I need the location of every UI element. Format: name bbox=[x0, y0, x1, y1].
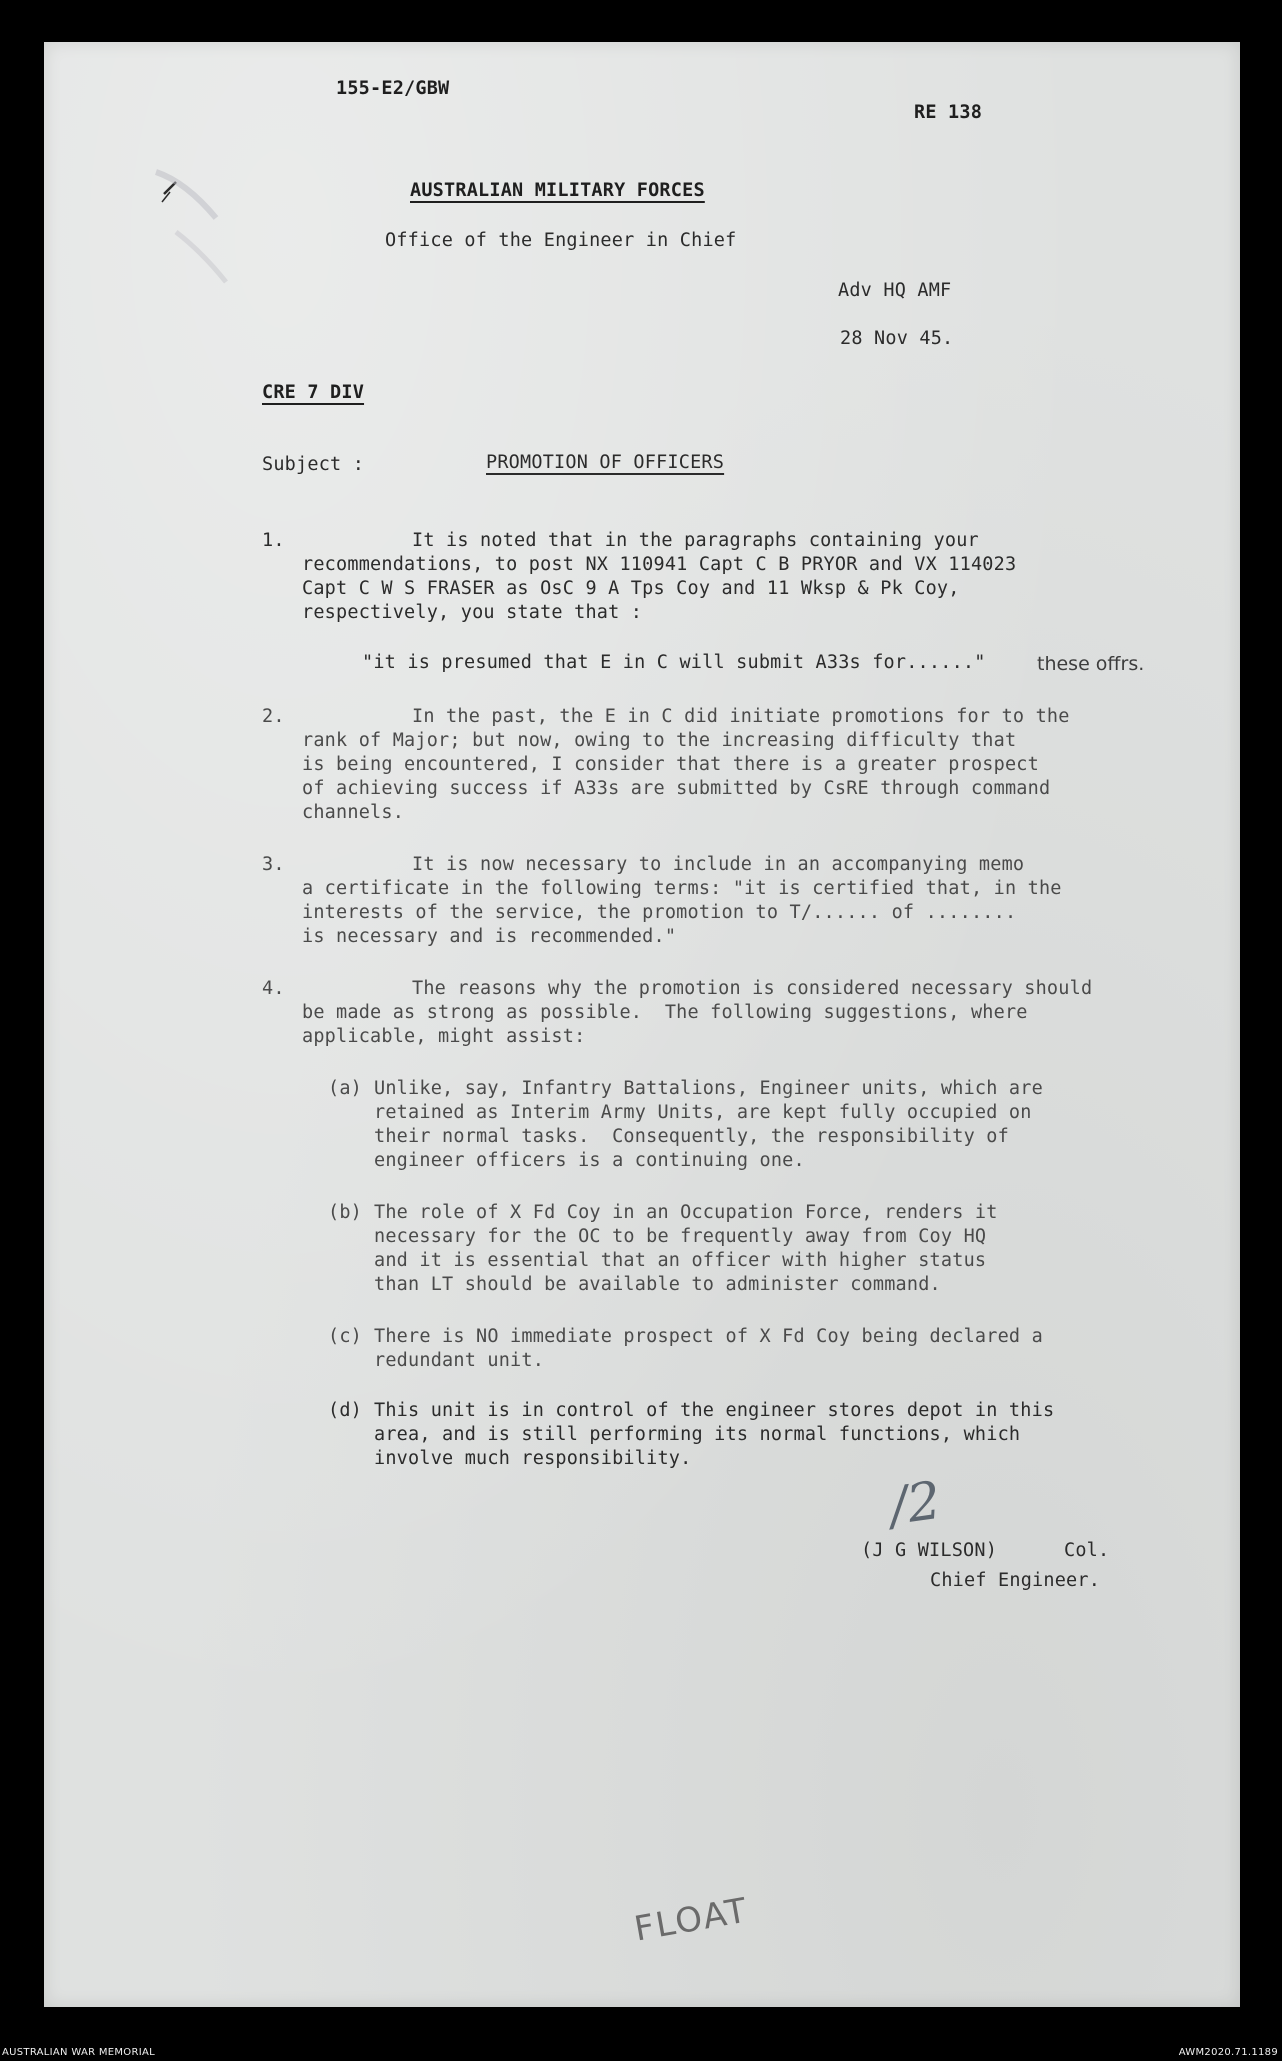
subject-title: PROMOTION OF OFFICERS bbox=[486, 452, 725, 473]
paragraph-1-line: respectively, you state that : bbox=[302, 602, 643, 623]
paragraph-4-number: 4. bbox=[262, 978, 285, 999]
item-a-line: retained as Interim Army Units, are kept fully occupied on bbox=[374, 1102, 1032, 1123]
signatory-title: Chief Engineer. bbox=[930, 1570, 1101, 1591]
paragraph-4-line: The reasons why the promotion is considered necessary should bbox=[412, 978, 1093, 999]
item-c-line: redundant unit. bbox=[374, 1350, 545, 1371]
paragraph-1-number: 1. bbox=[262, 530, 285, 551]
paragraph-2-line: channels. bbox=[302, 802, 405, 823]
item-b-line: and it is essential that an officer with higher status bbox=[374, 1250, 987, 1271]
item-b-line: The role of X Fd Coy in an Occupation Force, renders it bbox=[374, 1202, 998, 1223]
item-d-line: This unit is in control of the engineer stores depot in this bbox=[374, 1400, 1055, 1421]
file-reference: 155-E2/GBW bbox=[336, 78, 450, 99]
addressee: CRE 7 DIV bbox=[262, 382, 365, 403]
re-reference: RE 138 bbox=[914, 102, 983, 123]
item-d-line: area, and is still performing its normal functions, which bbox=[374, 1424, 1021, 1445]
footer-left-credit: AUSTRALIAN WAR MEMORIAL bbox=[2, 2047, 155, 2058]
paragraph-1-quote: "it is presumed that E in C will submit A33s for......" bbox=[362, 652, 986, 673]
item-a-line: Unlike, say, Infantry Battalions, Engineer units, which are bbox=[374, 1078, 1043, 1099]
organisation-heading: AUSTRALIAN MILITARY FORCES bbox=[410, 180, 705, 201]
paragraph-1-line: It is noted that in the paragraphs containing your bbox=[412, 530, 979, 551]
footer-right-id: AWM2020.71.1189 bbox=[1178, 2047, 1278, 2058]
paragraph-3-line: interests of the service, the promotion to T/...... of ........ bbox=[302, 902, 1017, 923]
subject-label: Subject : bbox=[262, 454, 365, 475]
paragraph-2-line: In the past, the E in C did initiate promotions for to the bbox=[412, 706, 1070, 727]
pencil-marks bbox=[136, 122, 246, 302]
paragraph-4-line: be made as strong as possible. The following suggestions, where bbox=[302, 1002, 1028, 1023]
location-line: Adv HQ AMF bbox=[838, 280, 952, 301]
paragraph-2-number: 2. bbox=[262, 706, 285, 727]
item-b-line: necessary for the OC to be frequently away from Coy HQ bbox=[374, 1226, 987, 1247]
handwritten-initials: /2 bbox=[886, 1470, 945, 1538]
item-d-label: (d) bbox=[328, 1400, 363, 1421]
paragraph-2-line: is being encountered, I consider that there is a greater prospect bbox=[302, 754, 1039, 775]
item-c-line: There is NO immediate prospect of X Fd Coy being declared a bbox=[374, 1326, 1043, 1347]
item-a-line: their normal tasks. Consequently, the responsibility of bbox=[374, 1126, 1009, 1147]
item-b-line: than LT should be available to administer command. bbox=[374, 1274, 941, 1295]
handwritten-float-note: FLOAT bbox=[631, 1890, 752, 1950]
paragraph-1-line: Capt C W S FRASER as OsC 9 A Tps Coy and 11 Wksp & Pk Coy, bbox=[302, 578, 960, 599]
signatory-name: (J G WILSON) bbox=[861, 1540, 998, 1561]
signatory-rank: Col. bbox=[1064, 1540, 1110, 1561]
item-d-line: involve much responsibility. bbox=[374, 1448, 692, 1469]
document-page bbox=[44, 42, 1240, 2007]
item-b-label: (b) bbox=[328, 1202, 363, 1223]
paragraph-2-line: rank of Major; but now, owing to the increasing difficulty that bbox=[302, 730, 1017, 751]
paragraph-3-line: is necessary and is recommended." bbox=[302, 926, 677, 947]
office-line: Office of the Engineer in Chief bbox=[385, 230, 737, 251]
item-a-line: engineer officers is a continuing one. bbox=[374, 1150, 805, 1171]
paragraph-3-line: a certificate in the following terms: "it is certified that, in the bbox=[302, 878, 1062, 899]
item-a-label: (a) bbox=[328, 1078, 363, 1099]
paragraph-4-line: applicable, might assist: bbox=[302, 1026, 586, 1047]
item-c-label: (c) bbox=[328, 1326, 363, 1347]
handwritten-these-offrs: these offrs. bbox=[1037, 653, 1145, 675]
paragraph-3-line: It is now necessary to include in an accompanying memo bbox=[412, 854, 1025, 875]
paragraph-1-line: recommendations, to post NX 110941 Capt C B PRYOR and VX 114023 bbox=[302, 554, 1017, 575]
date-line: 28 Nov 45. bbox=[840, 328, 954, 349]
paragraph-2-line: of achieving success if A33s are submitted by CsRE through command bbox=[302, 778, 1051, 799]
paragraph-3-number: 3. bbox=[262, 854, 285, 875]
